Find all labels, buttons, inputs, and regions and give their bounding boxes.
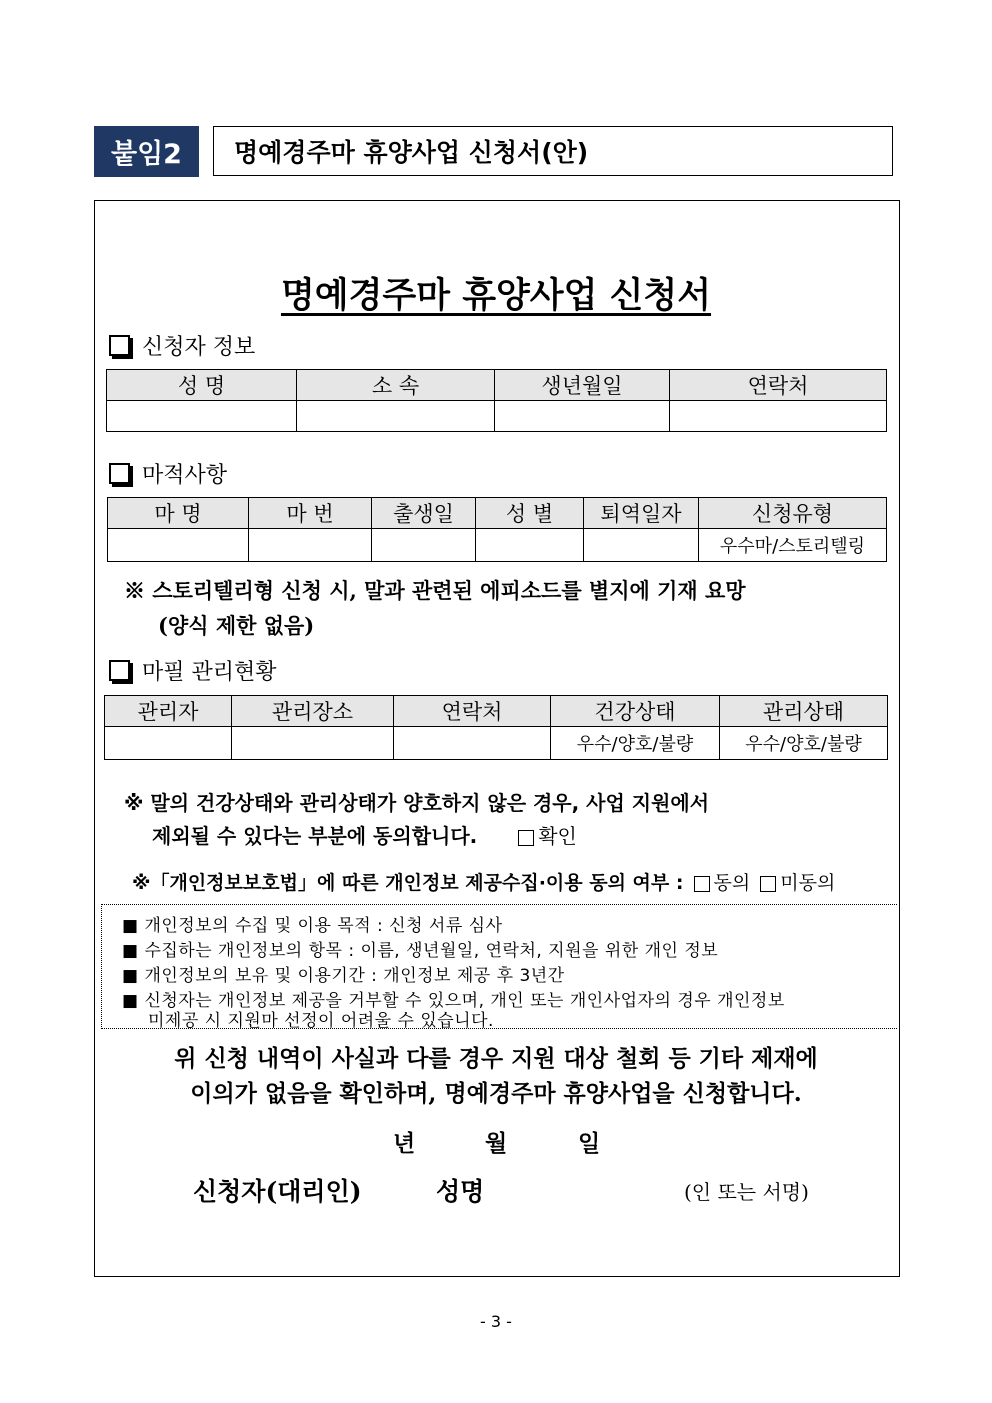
agree-option[interactable] (690, 872, 751, 894)
health-options[interactable]: 우수/양호/불량 (551, 727, 720, 760)
horse-number-field[interactable] (249, 529, 372, 562)
privacy-item: ■ 신청자는 개인정보 제공을 거부할 수 있으며, 개인 또는 개인사업자의 경우 개인정보 (122, 991, 785, 1011)
condition-note-cont (152, 820, 577, 849)
storytelling-note-cont: (양식 제한 없음) (158, 613, 315, 638)
form-title (0, 268, 992, 318)
confirm-label: 확인 (538, 824, 577, 848)
applicant-label: 신청자(대리인) (193, 1177, 362, 1206)
empty-checkbox-icon (760, 876, 776, 892)
manager-contact-field[interactable] (394, 727, 551, 760)
col-horse-number: 마 번 (249, 498, 372, 529)
col-sex: 성 별 (476, 498, 584, 529)
horse-table (107, 497, 887, 562)
section-horse-info (109, 458, 227, 489)
consent-line (132, 868, 835, 895)
horse-name-field[interactable] (108, 529, 249, 562)
location-field[interactable] (232, 727, 394, 760)
name-label: 성명 (436, 1177, 485, 1206)
col-contact: 연락처 (670, 370, 887, 401)
day-label: 일 (578, 1130, 601, 1157)
storytelling-note: ※ 스토리텔리형 신청 시, 말과 관련된 에피소드를 별지에 기재 요망 (124, 578, 746, 603)
col-mgmt-status: 관리상태 (720, 696, 888, 727)
horse-birthdate-field[interactable] (372, 529, 476, 562)
col-health: 건강상태 (551, 696, 720, 727)
condition-note-text: 제외될 수 있다는 부분에 동의합니다. (152, 824, 478, 848)
empty-checkbox-icon (518, 830, 534, 846)
empty-checkbox-icon (694, 876, 710, 892)
condition-note: ※ 말의 건강상태와 관리상태가 양호하지 않은 경우, 사업 지원에서 (124, 791, 710, 815)
manager-field[interactable] (105, 727, 232, 760)
section-label: 마필 관리현황 (142, 660, 277, 685)
seal-label[interactable]: (인 또는 서명) (684, 1180, 809, 1204)
attachment-tag: 붙임2 (94, 126, 199, 177)
privacy-notice (101, 904, 897, 1029)
management-table (104, 695, 888, 760)
apply-type-options[interactable]: 우수마/스토리텔링 (699, 529, 887, 562)
month-label: 월 (485, 1130, 508, 1157)
col-contact: 연락처 (394, 696, 551, 727)
mgmt-options[interactable]: 우수/양호/불량 (720, 727, 888, 760)
horse-sex-field[interactable] (476, 529, 584, 562)
privacy-item: ■ 개인정보의 수집 및 이용 목적 : 신청 서류 심사 (122, 916, 503, 936)
form-title-text: 명예경주마 휴양사업 신청서 (280, 276, 712, 316)
year-label: 년 (393, 1130, 416, 1157)
col-manager: 관리자 (105, 696, 232, 727)
consent-text: ※「개인정보보호법」에 따른 개인정보 제공수집·이용 동의 여부 : (132, 872, 684, 894)
affiliation-field[interactable] (297, 401, 495, 432)
applicant-table (106, 369, 887, 432)
col-horse-name: 마 명 (108, 498, 249, 529)
section-label: 신청자 정보 (142, 335, 256, 360)
col-location: 관리장소 (232, 696, 394, 727)
col-name: 성 명 (107, 370, 297, 401)
checkbox-bullet-icon (109, 335, 130, 356)
disagree-option[interactable] (756, 872, 835, 894)
name-field[interactable] (107, 401, 297, 432)
col-apply-type: 신청유형 (699, 498, 887, 529)
declaration-line2: 이의가 없음을 확인하며, 명예경주마 휴양사업을 신청합니다. (190, 1080, 802, 1107)
confirm-checkbox[interactable] (514, 824, 577, 848)
privacy-item: ■ 수집하는 개인정보의 항목 : 이름, 생년월일, 연락처, 지원을 위한 개인 정보 (122, 941, 719, 961)
col-birthdate: 출생일 (372, 498, 476, 529)
contact-field[interactable] (670, 401, 887, 432)
retire-date-field[interactable] (584, 529, 699, 562)
checkbox-bullet-icon (109, 660, 130, 681)
col-birthdate: 생년월일 (495, 370, 670, 401)
page-number: - 3 - (480, 1312, 512, 1331)
checkbox-bullet-icon (109, 463, 130, 484)
birthdate-field[interactable] (495, 401, 670, 432)
declaration-line1: 위 신청 내역이 사실과 다를 경우 지원 대상 철회 등 기타 제재에 (174, 1045, 818, 1072)
privacy-item: ■ 개인정보의 보유 및 이용기간 : 개인정보 제공 후 3년간 (122, 966, 565, 986)
privacy-item-cont: 미제공 시 지원마 선정이 어려울 수 있습니다. (148, 1011, 494, 1031)
disagree-label: 미동의 (780, 872, 836, 894)
section-applicant-info (109, 330, 255, 361)
section-management-status (109, 655, 277, 686)
col-affiliation: 소 속 (297, 370, 495, 401)
col-retire-date: 퇴역일자 (584, 498, 699, 529)
agree-label: 동의 (713, 872, 751, 894)
document-heading: 명예경주마 휴양사업 신청서(안) (213, 126, 893, 176)
section-label: 마적사항 (142, 463, 228, 488)
